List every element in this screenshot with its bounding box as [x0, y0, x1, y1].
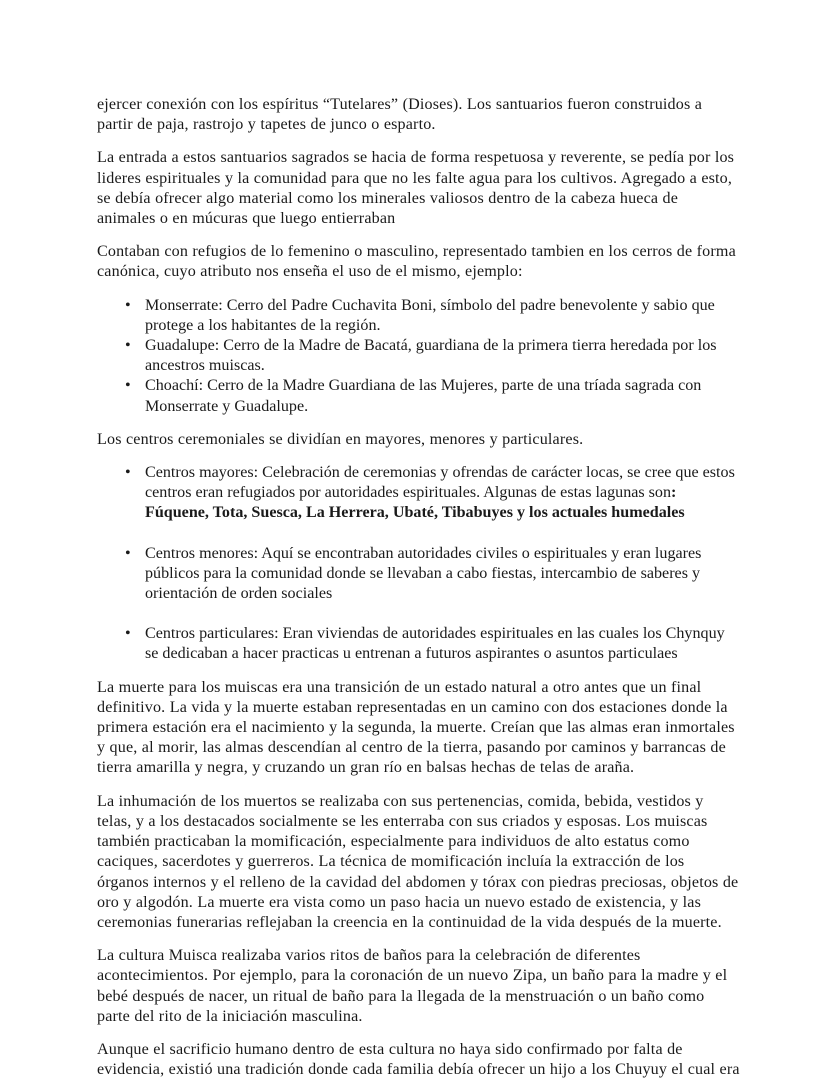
list-item: • Centros menores: Aquí se encontraban autoridades civiles o espirituales y eran lugares públicos para la comunidad donde se llevaban a cabo fiestas, intercambio de saberes y orientación de orden sociales: [97, 544, 740, 605]
document-body: [97, 95, 740, 1080]
paragraph-entrada-santuarios: La entrada a estos santuarios sagrados se hacia de forma respetuosa y reverente, se pedía por los lideres espirituales y la comunidad para que no les falte agua para los cultivos. Agregado a esto, se debía ofrecer algo material como los minerales valiosos dentro de la cabeza hueca de animales o en múcuras que luego entierraban: [97, 149, 735, 228]
list-item-text-normal: Centros mayores: Celebración de ceremonias y ofrendas de carácter locas, se cree que estos centros eran refugiados por autoridades espirituales. Algunas de estas lagunas son: [145, 464, 735, 502]
paragraph-ritos-banos: La cultura Muisca realizaba varios ritos de baños para la celebración de diferentes acontecimientos. Por ejemplo, para la coronación de un nuevo Zipa, un baño para la madre y el bebé después de nacer, un ritual de baño para la llegada de la menstruación o un baño como parte del rito de la iniciación masculina.: [97, 947, 728, 1025]
paragraph-inhumacion-momificacion: La inhumación de los muertos se realizaba con sus pertenencias, comida, bebida, vestidos y telas, y a los destacados socialmente se les enterraba con sus criados y esposas. Los muiscas también practicaban la momificación, especialmente para individuos de alto estatus como caciques, sacerdotes y guerreros. La técnica de momificación incluía la extracción de los órganos internos y el relleno de la cavidad del abdomen y tórax con piedras preciosas, objetos de oro y algodón. La muerte era vista como un paso hacia un nuevo estado de existencia, y las ceremonias funerarias reflejaban la creencia en la continuidad de la vida después de la muerte.: [97, 792, 739, 931]
paragraph-muerte-transicion: La muerte para los muiscas era una transición de un estado natural a otro antes que un final definitivo. La vida y la muerte estaban representadas en un camino con dos estaciones donde la primera estación era el nacimiento y la segunda, la muerte. Creían que las almas eran inmortales y que, al morir, las almas descendían al centro de la tierra, pasando por caminos y barrancas de tierra amarilla y negra, y cruzando un gran río en balsas hechas de telas de araña.: [97, 678, 735, 777]
list-tipos-centros: [97, 463, 740, 665]
paragraph-centros-ceremoniales-intro: Los centros ceremoniales se dividían en mayores, menores y particulares.: [97, 430, 584, 448]
list-item: • Choachí: Cerro de la Madre Guardiana de las Mujeres, parte de una tríada sagrada con Monserrate y Guadalupe.: [97, 376, 740, 416]
list-item-text-bold: : Fúquene, Tota, Suesca, La Herrera, Ubaté, Tibabuyes y los actuales humedales: [145, 484, 685, 522]
list-item: [97, 463, 740, 524]
list-cerros-sagrados: [97, 296, 740, 417]
paragraph-refugios-intro: Contaban con refugios de lo femenino o masculino, representado tambien en los cerros de forma canónica, cuyo atributo nos enseña el uso de el mismo, ejemplo:: [97, 243, 736, 281]
paragraph-santuarios-construccion: ejercer conexión con los espíritus “Tutelares” (Dioses). Los santuarios fueron construidos a partir de paja, rastrojo y tapetes de junco o esparto.: [97, 96, 703, 134]
paragraph-sacrificio-humano: Aunque el sacrificio humano dentro de esta cultura no haya sido confirmado por falta de evidencia, existió una tradición donde cada familia debía ofrecer un hijo a los Chuyuy el cual era: [97, 1040, 740, 1079]
list-item: • Monserrate: Cerro del Padre Cuchavita Boni, símbolo del padre benevolente y sabio que protege a los habitantes de la región.: [97, 296, 740, 336]
list-item: • Guadalupe: Cerro de la Madre de Bacatá, guardiana de la primera tierra heredada por los ancestros muiscas.: [97, 336, 740, 376]
list-item: • Centros particulares: Eran viviendas de autoridades espirituales en las cuales los Chynquy se dedicaban a hacer practicas u entrenan a futuros aspirantes o asuntos particulaes: [97, 624, 740, 664]
